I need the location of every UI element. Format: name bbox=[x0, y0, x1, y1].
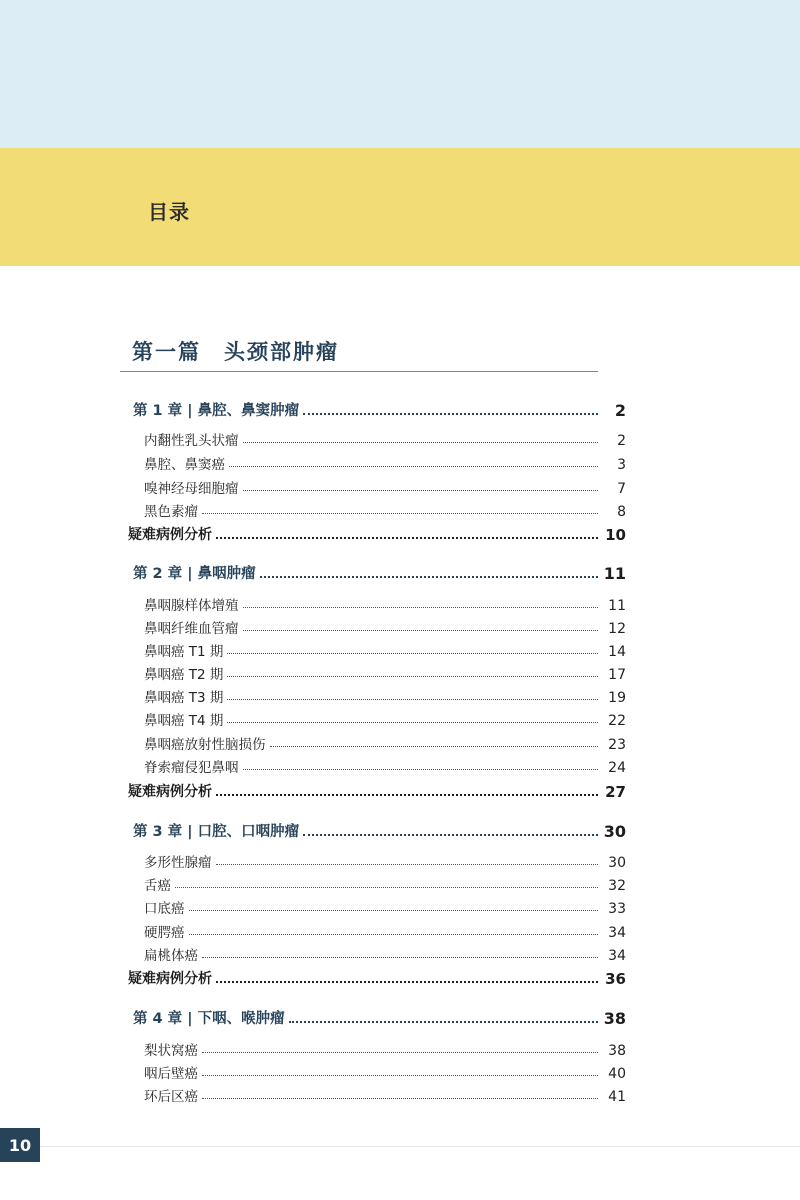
leader-dots bbox=[243, 442, 599, 443]
footer-divider bbox=[40, 1146, 800, 1147]
toc-section[interactable] bbox=[144, 942, 626, 964]
section-page: 30 bbox=[608, 855, 626, 871]
difficult-label: 疑难病例分析 bbox=[128, 784, 212, 800]
section-page: 8 bbox=[617, 504, 626, 520]
part-title: 第一篇 头颈部肿瘤 bbox=[132, 340, 339, 364]
section-label: 脊索瘤侵犯鼻咽 bbox=[144, 760, 239, 776]
leader-dots bbox=[202, 1052, 598, 1053]
leader-dots bbox=[175, 887, 598, 888]
section-page: 11 bbox=[608, 598, 626, 614]
leader-dots bbox=[243, 490, 599, 491]
chapter-page: 30 bbox=[603, 822, 626, 841]
leader-dots bbox=[202, 513, 598, 514]
page-title: 目录 bbox=[148, 200, 190, 224]
section-page: 7 bbox=[617, 481, 626, 497]
toc-difficult-cases[interactable] bbox=[128, 522, 626, 544]
toc-section[interactable] bbox=[144, 1060, 626, 1082]
difficult-page: 27 bbox=[605, 783, 626, 801]
section-label: 多形性腺瘤 bbox=[144, 855, 212, 871]
toc-section[interactable] bbox=[144, 849, 626, 871]
section-page: 24 bbox=[608, 760, 626, 776]
toc-section[interactable] bbox=[144, 754, 626, 776]
leader-dots bbox=[243, 630, 599, 631]
toc-difficult-cases[interactable] bbox=[128, 966, 626, 988]
section-page: 2 bbox=[617, 433, 626, 449]
section-page: 34 bbox=[608, 925, 626, 941]
chapter-label: 第 1 章 | 鼻腔、鼻窦肿瘤 bbox=[133, 403, 300, 419]
section-label: 黑色素瘤 bbox=[144, 504, 198, 520]
leader-dots bbox=[227, 722, 598, 723]
toc-section[interactable] bbox=[144, 451, 626, 473]
difficult-label: 疑难病例分析 bbox=[128, 971, 212, 987]
leader-dots bbox=[227, 676, 598, 677]
leader-dots bbox=[202, 1075, 598, 1076]
leader-dots bbox=[303, 413, 598, 415]
section-page: 33 bbox=[608, 901, 626, 917]
toc-section[interactable] bbox=[144, 707, 626, 729]
leader-dots bbox=[216, 794, 598, 796]
chapter-page: 2 bbox=[614, 401, 626, 420]
leader-dots bbox=[260, 576, 598, 578]
section-page: 19 bbox=[608, 690, 626, 706]
toc-section[interactable] bbox=[144, 615, 626, 637]
toc-section[interactable] bbox=[144, 895, 626, 917]
chapter-page: 11 bbox=[603, 564, 626, 583]
section-page: 22 bbox=[608, 713, 626, 729]
section-page: 17 bbox=[608, 667, 626, 683]
toc-chapter-4[interactable] bbox=[133, 1006, 626, 1028]
section-label: 内翻性乳头状瘤 bbox=[144, 433, 239, 449]
header-band-blue bbox=[0, 0, 800, 148]
leader-dots bbox=[216, 981, 598, 983]
leader-dots bbox=[189, 910, 599, 911]
toc-section[interactable] bbox=[144, 684, 626, 706]
page-number-badge: 10 bbox=[0, 1128, 40, 1162]
difficult-page: 36 bbox=[605, 970, 626, 988]
section-label: 嗅神经母细胞瘤 bbox=[144, 481, 239, 497]
toc-chapter-2[interactable] bbox=[133, 561, 626, 583]
section-label: 口底癌 bbox=[144, 901, 185, 917]
toc-difficult-cases[interactable] bbox=[128, 779, 626, 801]
section-label: 扁桃体癌 bbox=[144, 948, 198, 964]
section-label: 鼻咽癌 T4 期 bbox=[144, 713, 224, 729]
section-page: 3 bbox=[617, 457, 626, 473]
toc-chapter-1[interactable] bbox=[133, 398, 626, 420]
section-page: 32 bbox=[608, 878, 626, 894]
section-label: 鼻咽癌 T3 期 bbox=[144, 690, 224, 706]
difficult-label: 疑难病例分析 bbox=[128, 527, 212, 543]
difficult-page: 10 bbox=[605, 526, 626, 544]
leader-dots bbox=[189, 934, 599, 935]
chapter-label: 第 2 章 | 鼻咽肿瘤 bbox=[133, 566, 256, 582]
part-divider bbox=[120, 371, 598, 372]
toc-section[interactable] bbox=[144, 638, 626, 660]
section-label: 梨状窝癌 bbox=[144, 1043, 198, 1059]
toc-section[interactable] bbox=[144, 872, 626, 894]
section-page: 38 bbox=[608, 1043, 626, 1059]
leader-dots bbox=[243, 607, 599, 608]
section-page: 40 bbox=[608, 1066, 626, 1082]
section-page: 41 bbox=[608, 1089, 626, 1105]
section-label: 硬腭癌 bbox=[144, 925, 185, 941]
section-label: 鼻咽腺样体增殖 bbox=[144, 598, 239, 614]
section-label: 舌癌 bbox=[144, 878, 171, 894]
header-band-yellow bbox=[0, 148, 800, 266]
leader-dots bbox=[227, 699, 598, 700]
section-page: 14 bbox=[608, 644, 626, 660]
toc-chapter-3[interactable] bbox=[133, 819, 626, 841]
toc-section[interactable] bbox=[144, 592, 626, 614]
toc-section[interactable] bbox=[144, 427, 626, 449]
leader-dots bbox=[202, 957, 598, 958]
toc-section[interactable] bbox=[144, 731, 626, 753]
section-page: 34 bbox=[608, 948, 626, 964]
section-page: 23 bbox=[608, 737, 626, 753]
toc-section[interactable] bbox=[144, 661, 626, 683]
toc-section[interactable] bbox=[144, 475, 626, 497]
toc-section[interactable] bbox=[144, 919, 626, 941]
section-label: 鼻咽癌放射性脑损伤 bbox=[144, 737, 266, 753]
section-page: 12 bbox=[608, 621, 626, 637]
chapter-label: 第 3 章 | 口腔、口咽肿瘤 bbox=[133, 824, 300, 840]
toc-section[interactable] bbox=[144, 1037, 626, 1059]
chapter-page: 38 bbox=[603, 1009, 626, 1028]
leader-dots bbox=[202, 1098, 598, 1099]
leader-dots bbox=[270, 746, 599, 747]
toc-section[interactable] bbox=[144, 498, 626, 520]
section-label: 鼻咽癌 T1 期 bbox=[144, 644, 224, 660]
leader-dots bbox=[229, 466, 598, 467]
leader-dots bbox=[289, 1021, 598, 1023]
leader-dots bbox=[216, 864, 599, 865]
leader-dots bbox=[243, 769, 599, 770]
section-label: 鼻腔、鼻窦癌 bbox=[144, 457, 225, 473]
toc-section[interactable] bbox=[144, 1083, 626, 1105]
section-label: 鼻咽癌 T2 期 bbox=[144, 667, 224, 683]
section-label: 环后区癌 bbox=[144, 1089, 198, 1105]
section-label: 咽后壁癌 bbox=[144, 1066, 198, 1082]
chapter-label: 第 4 章 | 下咽、喉肿瘤 bbox=[133, 1011, 285, 1027]
leader-dots bbox=[227, 653, 598, 654]
leader-dots bbox=[303, 834, 598, 836]
leader-dots bbox=[216, 537, 598, 539]
section-label: 鼻咽纤维血管瘤 bbox=[144, 621, 239, 637]
